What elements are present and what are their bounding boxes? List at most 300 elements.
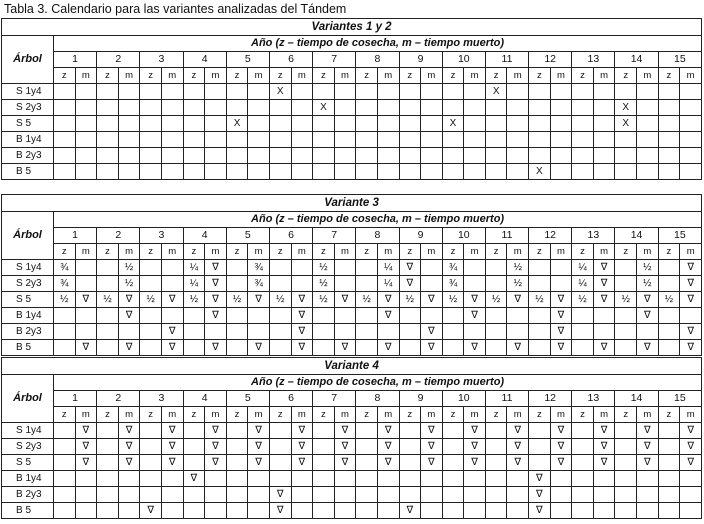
table-cell bbox=[118, 100, 140, 116]
z-header: z bbox=[529, 244, 551, 260]
table-cell bbox=[442, 439, 464, 455]
table-cell bbox=[140, 116, 162, 132]
table-cell: ½ bbox=[615, 292, 637, 308]
table-cell: ∇ bbox=[399, 260, 421, 276]
table-cell: ∇ bbox=[205, 260, 227, 276]
table-cell: ∇ bbox=[464, 455, 486, 471]
table-cell bbox=[658, 132, 680, 148]
table-cell bbox=[54, 423, 76, 439]
table-cell bbox=[313, 503, 335, 519]
table-cell bbox=[658, 487, 680, 503]
table-cell: ∇ bbox=[291, 423, 313, 439]
table-cell: ∇ bbox=[529, 487, 551, 503]
table-cell bbox=[269, 132, 291, 148]
table-cell bbox=[572, 164, 594, 180]
table-cell: ∇ bbox=[140, 503, 162, 519]
m-header: m bbox=[205, 244, 227, 260]
table-cell bbox=[680, 471, 702, 487]
table-cell: ½ bbox=[226, 292, 248, 308]
table-cell: ∇ bbox=[291, 324, 313, 340]
table-cell: ∇ bbox=[593, 260, 615, 276]
table-cell bbox=[507, 503, 529, 519]
m-header: m bbox=[507, 407, 529, 423]
table-cell bbox=[183, 100, 205, 116]
table-cell bbox=[248, 471, 270, 487]
table-cell bbox=[399, 164, 421, 180]
table-cell bbox=[54, 84, 76, 100]
table-cell: ∇ bbox=[161, 324, 183, 340]
table-cell bbox=[550, 100, 572, 116]
table-cell bbox=[269, 324, 291, 340]
table-cell bbox=[377, 471, 399, 487]
table-cell bbox=[442, 324, 464, 340]
table-cell bbox=[572, 439, 594, 455]
m-header: m bbox=[507, 68, 529, 84]
table-cell bbox=[615, 439, 637, 455]
table-cell bbox=[118, 503, 140, 519]
table-cell: ∇ bbox=[680, 340, 702, 356]
table-cell bbox=[377, 487, 399, 503]
year-header: 11 bbox=[485, 391, 528, 407]
table-cell bbox=[637, 471, 659, 487]
year-header: 15 bbox=[658, 391, 702, 407]
table-cell bbox=[226, 439, 248, 455]
table-cell: X bbox=[615, 100, 637, 116]
table-cell bbox=[658, 503, 680, 519]
table-cell bbox=[421, 276, 443, 292]
table-cell bbox=[550, 260, 572, 276]
table-cell bbox=[54, 340, 76, 356]
table-cell bbox=[183, 487, 205, 503]
table-cell bbox=[550, 471, 572, 487]
table-cell bbox=[54, 132, 76, 148]
table-cell bbox=[291, 100, 313, 116]
year-header: 6 bbox=[269, 52, 312, 68]
table-cell: ½ bbox=[507, 276, 529, 292]
z-header: z bbox=[615, 407, 637, 423]
table-cell bbox=[118, 487, 140, 503]
year-header: 9 bbox=[399, 52, 442, 68]
table-cell bbox=[550, 487, 572, 503]
year-header: 10 bbox=[442, 52, 485, 68]
table-cell: ∇ bbox=[118, 340, 140, 356]
year-header: 4 bbox=[183, 52, 226, 68]
table-cell bbox=[97, 503, 119, 519]
table-cell bbox=[269, 340, 291, 356]
m-header: m bbox=[421, 68, 443, 84]
table-cell bbox=[399, 324, 421, 340]
table-cell bbox=[313, 324, 335, 340]
table-cell bbox=[334, 487, 356, 503]
table-cell bbox=[572, 455, 594, 471]
z-header: z bbox=[442, 244, 464, 260]
table-cell bbox=[291, 471, 313, 487]
table-title: Variante 4 bbox=[2, 358, 702, 375]
table-cell bbox=[269, 439, 291, 455]
m-header: m bbox=[161, 68, 183, 84]
table-cell: ½ bbox=[140, 292, 162, 308]
years-header: Año (z – tiempo de cosecha, m – tiempo muerto) bbox=[54, 375, 702, 391]
table-cell bbox=[377, 84, 399, 100]
table-cell bbox=[334, 164, 356, 180]
table-cell bbox=[269, 276, 291, 292]
table-cell bbox=[658, 423, 680, 439]
table-cell bbox=[550, 276, 572, 292]
table-cell: ∇ bbox=[334, 439, 356, 455]
table-cell bbox=[97, 132, 119, 148]
table-cell: ∇ bbox=[507, 423, 529, 439]
table-cell bbox=[75, 324, 97, 340]
table-cell bbox=[140, 340, 162, 356]
years-header: Año (z – tiempo de cosecha, m – tiempo muerto) bbox=[54, 36, 702, 52]
year-header: 3 bbox=[140, 52, 183, 68]
table-cell bbox=[183, 503, 205, 519]
row-label: B 2y3 bbox=[2, 324, 54, 340]
table-cell: ∇ bbox=[269, 487, 291, 503]
table-cell bbox=[442, 455, 464, 471]
table-cell: ∇ bbox=[161, 455, 183, 471]
table-cell bbox=[529, 116, 551, 132]
year-header: 14 bbox=[615, 52, 658, 68]
table-cell bbox=[593, 84, 615, 100]
table-cell bbox=[356, 100, 378, 116]
table-cell: ∇ bbox=[205, 308, 227, 324]
table-row bbox=[2, 308, 702, 324]
m-header: m bbox=[118, 68, 140, 84]
table-cell bbox=[485, 324, 507, 340]
table-cell bbox=[615, 132, 637, 148]
table-cell bbox=[313, 116, 335, 132]
table-cell: ½ bbox=[118, 276, 140, 292]
table-cell: ∇ bbox=[291, 308, 313, 324]
z-header: z bbox=[399, 68, 421, 84]
table-cell bbox=[421, 132, 443, 148]
table-cell bbox=[226, 324, 248, 340]
table-cell bbox=[54, 148, 76, 164]
table-cell bbox=[529, 324, 551, 340]
year-header: 11 bbox=[485, 228, 528, 244]
m-header: m bbox=[464, 244, 486, 260]
table-cell bbox=[680, 308, 702, 324]
table-cell bbox=[464, 148, 486, 164]
table-cell bbox=[507, 487, 529, 503]
table-cell bbox=[399, 132, 421, 148]
table-cell bbox=[442, 308, 464, 324]
m-header: m bbox=[248, 407, 270, 423]
table-cell: ∇ bbox=[75, 423, 97, 439]
table-cell: ∇ bbox=[593, 455, 615, 471]
table-cell: ¼ bbox=[183, 276, 205, 292]
table-cell bbox=[226, 148, 248, 164]
table-cell: ∇ bbox=[161, 292, 183, 308]
z-header: z bbox=[658, 68, 680, 84]
table-cell: ∇ bbox=[377, 455, 399, 471]
table-cell bbox=[161, 84, 183, 100]
table-cell bbox=[75, 84, 97, 100]
table-cell bbox=[464, 276, 486, 292]
table-cell: ∇ bbox=[464, 340, 486, 356]
table-cell bbox=[399, 340, 421, 356]
table-cell bbox=[269, 308, 291, 324]
table-cell bbox=[529, 100, 551, 116]
m-header: m bbox=[550, 407, 572, 423]
table-cell: ¾ bbox=[442, 260, 464, 276]
table-cell bbox=[658, 116, 680, 132]
table-cell bbox=[550, 84, 572, 100]
table-cell bbox=[507, 100, 529, 116]
table-row bbox=[2, 100, 702, 116]
table-cell: ∇ bbox=[75, 455, 97, 471]
table-cell: ∇ bbox=[550, 308, 572, 324]
table-cell bbox=[269, 100, 291, 116]
table-cell: ∇ bbox=[205, 423, 227, 439]
row-label: S 1y4 bbox=[2, 84, 54, 100]
table-cell: ∇ bbox=[334, 423, 356, 439]
table-cell bbox=[205, 116, 227, 132]
row-label: B 5 bbox=[2, 503, 54, 519]
table-cell bbox=[593, 324, 615, 340]
table-cell bbox=[615, 487, 637, 503]
z-header: z bbox=[54, 68, 76, 84]
table-cell: X bbox=[269, 84, 291, 100]
row-label: S 2y3 bbox=[2, 439, 54, 455]
year-header: 7 bbox=[313, 391, 356, 407]
table-cell bbox=[485, 503, 507, 519]
table-cell: ∇ bbox=[248, 340, 270, 356]
table-row bbox=[2, 471, 702, 487]
table-cell: ∇ bbox=[291, 292, 313, 308]
table-cell bbox=[75, 116, 97, 132]
m-header: m bbox=[377, 244, 399, 260]
table-cell: ∇ bbox=[291, 455, 313, 471]
table-cell: ∇ bbox=[205, 292, 227, 308]
table-cell bbox=[356, 276, 378, 292]
table-cell bbox=[140, 471, 162, 487]
row-label: B 5 bbox=[2, 340, 54, 356]
table-cell: X bbox=[615, 116, 637, 132]
table-cell bbox=[637, 164, 659, 180]
table-cell bbox=[421, 260, 443, 276]
table-cell: ¼ bbox=[572, 260, 594, 276]
table-cell bbox=[356, 487, 378, 503]
table-cell bbox=[226, 132, 248, 148]
z-header: z bbox=[356, 68, 378, 84]
m-header: m bbox=[334, 244, 356, 260]
table-cell: ∇ bbox=[377, 439, 399, 455]
m-header: m bbox=[248, 68, 270, 84]
table-cell bbox=[593, 487, 615, 503]
table-cell bbox=[54, 439, 76, 455]
table-cell bbox=[97, 308, 119, 324]
table-cell bbox=[183, 116, 205, 132]
table-cell bbox=[464, 164, 486, 180]
table-cell bbox=[507, 84, 529, 100]
z-header: z bbox=[269, 68, 291, 84]
table-cell bbox=[54, 471, 76, 487]
table-cell: ∇ bbox=[464, 439, 486, 455]
table-cell: ¼ bbox=[183, 260, 205, 276]
m-header: m bbox=[637, 68, 659, 84]
table-cell: ½ bbox=[572, 292, 594, 308]
table-cell bbox=[97, 340, 119, 356]
table-cell bbox=[248, 84, 270, 100]
table-cell bbox=[291, 487, 313, 503]
row-label: B 1y4 bbox=[2, 308, 54, 324]
table-cell bbox=[205, 100, 227, 116]
table-cell bbox=[161, 503, 183, 519]
row-label: S 5 bbox=[2, 292, 54, 308]
table-cell: ∇ bbox=[550, 423, 572, 439]
table-cell bbox=[421, 471, 443, 487]
table-cell bbox=[593, 116, 615, 132]
table-cell: ∇ bbox=[334, 340, 356, 356]
table-cell bbox=[75, 471, 97, 487]
table-cell bbox=[54, 455, 76, 471]
table-cell bbox=[680, 148, 702, 164]
table-cell bbox=[485, 487, 507, 503]
table-cell: ∇ bbox=[421, 439, 443, 455]
year-header: 15 bbox=[658, 52, 701, 68]
table-cell bbox=[248, 487, 270, 503]
table-cell bbox=[442, 132, 464, 148]
z-header: z bbox=[658, 407, 680, 423]
table-cell bbox=[658, 471, 680, 487]
table-cell bbox=[313, 164, 335, 180]
table-cell bbox=[205, 471, 227, 487]
table-cell: ∇ bbox=[291, 439, 313, 455]
table-cell bbox=[269, 423, 291, 439]
table-cell bbox=[529, 423, 551, 439]
m-header: m bbox=[75, 68, 97, 84]
table-cell: ½ bbox=[658, 292, 680, 308]
m-header: m bbox=[377, 68, 399, 84]
table-cell bbox=[118, 132, 140, 148]
table-cell: ∇ bbox=[464, 423, 486, 439]
table-cell bbox=[615, 260, 637, 276]
z-header: z bbox=[399, 244, 421, 260]
table-cell: ∇ bbox=[507, 439, 529, 455]
table-cell: ∇ bbox=[334, 455, 356, 471]
table-cell bbox=[421, 148, 443, 164]
table-cell: ½ bbox=[54, 292, 76, 308]
table-cell: ∇ bbox=[399, 503, 421, 519]
table-row bbox=[2, 487, 702, 503]
table-cell bbox=[205, 487, 227, 503]
table-cell bbox=[97, 148, 119, 164]
year-header: 6 bbox=[269, 228, 312, 244]
table-cell bbox=[356, 116, 378, 132]
year-header: 13 bbox=[572, 391, 615, 407]
table-cell bbox=[269, 116, 291, 132]
table-cell: ½ bbox=[118, 260, 140, 276]
table-cell bbox=[399, 487, 421, 503]
table-cell bbox=[269, 260, 291, 276]
table-cell bbox=[161, 260, 183, 276]
z-header: z bbox=[140, 407, 162, 423]
table-row bbox=[2, 455, 702, 471]
table-cell: ∇ bbox=[550, 340, 572, 356]
table-cell: ∇ bbox=[507, 340, 529, 356]
year-header: 7 bbox=[313, 52, 356, 68]
table-cell bbox=[248, 308, 270, 324]
table-cell: ∇ bbox=[593, 423, 615, 439]
table-cell bbox=[442, 471, 464, 487]
z-header: z bbox=[226, 244, 248, 260]
row-label: S 1y4 bbox=[2, 423, 54, 439]
z-header: z bbox=[54, 407, 76, 423]
table-cell bbox=[356, 439, 378, 455]
table-cell: ∇ bbox=[637, 439, 659, 455]
table-cell: ∇ bbox=[377, 340, 399, 356]
table-cell bbox=[291, 132, 313, 148]
table-caption: Tabla 3. Calendario para las variantes analizadas del Tándem bbox=[4, 2, 347, 16]
table-cell bbox=[313, 132, 335, 148]
table-cell bbox=[421, 164, 443, 180]
table-cell: ∇ bbox=[118, 439, 140, 455]
table-cell bbox=[399, 471, 421, 487]
z-header: z bbox=[226, 407, 248, 423]
m-header: m bbox=[680, 407, 702, 423]
table-cell bbox=[485, 100, 507, 116]
table-cell bbox=[226, 471, 248, 487]
table-cell bbox=[572, 308, 594, 324]
table-cell bbox=[464, 100, 486, 116]
table-cell bbox=[183, 84, 205, 100]
table-cell: ∇ bbox=[529, 503, 551, 519]
table-cell bbox=[140, 148, 162, 164]
table-cell bbox=[226, 423, 248, 439]
row-label: S 1y4 bbox=[2, 260, 54, 276]
table-cell bbox=[140, 324, 162, 340]
table-cell bbox=[161, 132, 183, 148]
table-cell bbox=[97, 455, 119, 471]
table-cell bbox=[183, 423, 205, 439]
table-cell bbox=[572, 132, 594, 148]
table-cell bbox=[334, 471, 356, 487]
table-cell bbox=[140, 487, 162, 503]
table-cell: ¾ bbox=[248, 260, 270, 276]
table-cell bbox=[118, 148, 140, 164]
table-cell: X bbox=[485, 84, 507, 100]
table-cell bbox=[161, 276, 183, 292]
table-cell: ∇ bbox=[680, 324, 702, 340]
table-cell bbox=[291, 116, 313, 132]
table-cell bbox=[593, 132, 615, 148]
table-cell bbox=[399, 455, 421, 471]
table-cell: ∇ bbox=[421, 423, 443, 439]
calendar-table-variante-3 bbox=[1, 194, 702, 356]
table-cell bbox=[485, 340, 507, 356]
m-header: m bbox=[205, 68, 227, 84]
table-cell: ∇ bbox=[593, 340, 615, 356]
table-cell bbox=[442, 487, 464, 503]
table-cell bbox=[313, 84, 335, 100]
table-cell bbox=[680, 503, 702, 519]
table-cell bbox=[658, 340, 680, 356]
table-cell bbox=[161, 471, 183, 487]
table-cell bbox=[485, 260, 507, 276]
table-cell: ∇ bbox=[248, 423, 270, 439]
table-cell bbox=[615, 84, 637, 100]
table-cell bbox=[615, 503, 637, 519]
table-cell bbox=[205, 148, 227, 164]
table-cell bbox=[75, 164, 97, 180]
table-cell bbox=[183, 148, 205, 164]
row-label: S 5 bbox=[2, 455, 54, 471]
m-header: m bbox=[464, 407, 486, 423]
table-cell bbox=[637, 503, 659, 519]
row-label: S 2y3 bbox=[2, 100, 54, 116]
